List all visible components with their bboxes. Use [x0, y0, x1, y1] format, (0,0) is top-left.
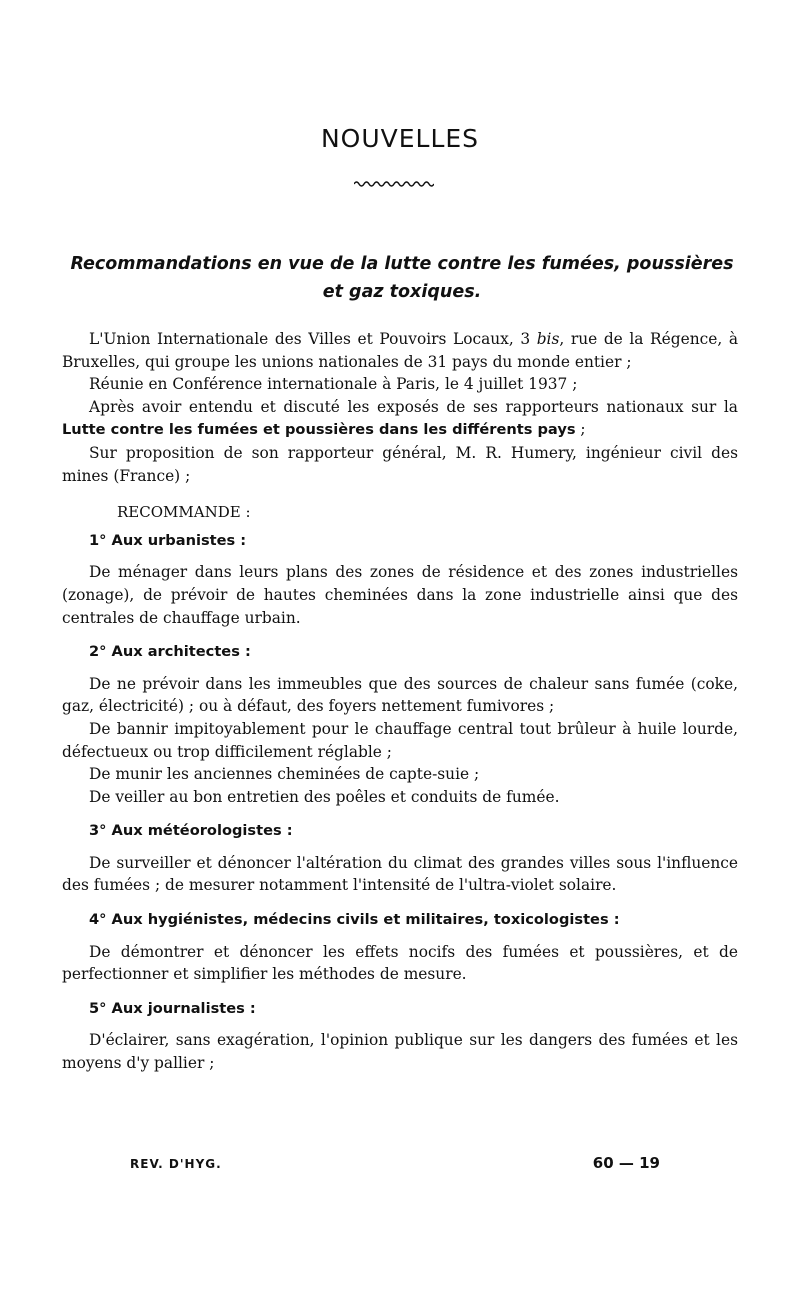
subtitle-line-2: et gaz toxiques.: [322, 282, 482, 302]
section-heading-3: 3° Aux météorologistes :: [89, 822, 293, 840]
intro-paragraph-2: Réunie en Conférence internationale à Paris, le 4 juillet 1937 ;: [89, 375, 578, 394]
section-heading-1: 1° Aux urbanistes :: [89, 531, 247, 549]
intro-p1-italic: bis: [536, 330, 560, 348]
section-heading-4: 4° Aux hygiénistes, médecins civils et militaires, toxicologistes :: [89, 911, 620, 929]
intro-p1-rest: , rue de la Régence, à Bruxelles, qui groupe les unions nationales de 31 pays du monde entier ;: [62, 330, 738, 371]
recommande-label: RECOMMANDE :: [117, 503, 251, 522]
page-footer: [130, 1154, 660, 1178]
intro-p3-bold: Lutte contre les fumées et poussières dans les différents pays: [62, 421, 576, 439]
intro-p3-end: ;: [575, 420, 586, 439]
intro-paragraph-4: Sur proposition de son rapporteur général, M. R. Humery, ingénieur civil des mines (France) ;: [62, 443, 738, 485]
intro-paragraph-1: [62, 328, 738, 373]
section-1-paragraph-1: De ménager dans leurs plans des zones de résidence et des zones industrielles (zonage), de prévoir de hautes cheminées dans la zone industrielle ainsi que des centrales de chauffage urbain.: [62, 563, 738, 627]
intro-paragraph-3: [62, 396, 738, 442]
ornament-divider: [354, 180, 434, 188]
section-heading-5: 5° Aux journalistes :: [89, 999, 256, 1017]
article-body: [62, 328, 738, 1075]
section-heading-2: 2° Aux architectes :: [89, 643, 251, 661]
page-title: NOUVELLES: [320, 124, 480, 153]
section-2-paragraph-1: De ne prévoir dans les immeubles que des sources de chaleur sans fumée (coke, gaz, électricité) ; ou à défaut, des foyers nettement fumivores ;: [62, 674, 738, 716]
section-3-paragraph-1: De surveiller et dénoncer l'altération du climat des grandes villes sous l'influence des fumées ; de mesurer notamment l'intensité de l'ultra-violet solaire.: [62, 853, 738, 895]
article-subtitle: [62, 250, 742, 306]
page-number: 60 — 19: [592, 1154, 660, 1172]
section-2-paragraph-2: De bannir impitoyablement pour le chauffage central tout brûleur à huile lourde, défectueux ou trop difficilement réglable ;: [62, 719, 738, 761]
section-2-paragraph-3: De munir les anciennes cheminées de capte-suie ;: [89, 765, 480, 784]
intro-p3-text: Après avoir entendu et discuté les exposés de ses rapporteurs nationaux sur la: [89, 397, 738, 416]
section-2-paragraph-4: De veiller au bon entretien des poêles et conduits de fumée.: [89, 787, 560, 806]
intro-p1-text: L'Union Internationale des Villes et Pouvoirs Locaux, 3: [89, 330, 537, 348]
section-5-paragraph-1: D'éclairer, sans exagération, l'opinion publique sur les dangers des fumées et les moyens d'y pallier ;: [62, 1031, 738, 1073]
journal-abbreviation: REV. D'HYG.: [130, 1157, 222, 1171]
section-4-paragraph-1: De démontrer et dénoncer les effets nocifs des fumées et poussières, et de perfectionner et simplifier les méthodes de mesure.: [62, 942, 738, 984]
subtitle-line-1: Recommandations en vue de la lutte contre les fumées, poussières: [70, 254, 734, 274]
